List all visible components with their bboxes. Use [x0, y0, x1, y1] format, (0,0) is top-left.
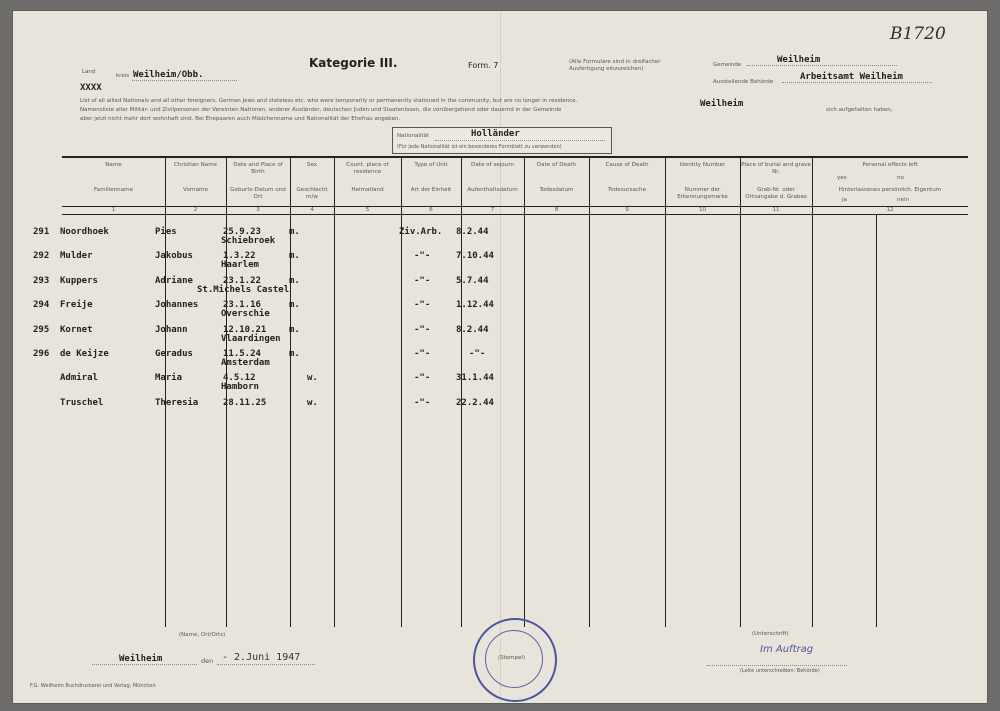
sejourn-date: 8.2.44 [456, 324, 489, 335]
column-header-de-3: Geburts-Datum und Ort [230, 187, 286, 200]
row-number: 295 [33, 324, 50, 335]
sejourn-date: 7.10.44 [456, 251, 494, 262]
document-page [12, 10, 988, 704]
birth-place: Hamborn [221, 382, 259, 393]
signature: Im Auftrag [760, 644, 814, 655]
family-name: Freije [60, 300, 93, 311]
first-name: Pies [155, 227, 177, 237]
sejourn-date: 31.1.44 [456, 373, 494, 384]
column-12-ja: ja [842, 197, 847, 203]
birth-place: Schiebroek [221, 236, 276, 246]
column-header-de-11: Grab-Nr. oder Ortsangabe d. Grabes [745, 187, 807, 200]
column-divider [589, 157, 590, 627]
column-number-4: 4 [310, 207, 314, 213]
column-number-1: 1 [111, 207, 116, 213]
family-name: Truschel [60, 397, 104, 408]
nationality-note: (Für jede Nationalität ist ein besonderes Formblatt zu verwenden) [397, 144, 562, 150]
intro-german-3: aber jetzt nicht mehr dort wohnhaft sind. Bei Ehepaaren auch Mädchenname und Nationalität der Ehefrau angeben. [80, 116, 401, 122]
sex: m. [289, 324, 300, 335]
first-name: Adriane [155, 275, 193, 286]
unit-type: -"- [414, 300, 431, 311]
column-header-de-2: Vorname [183, 187, 208, 193]
row-number: 291 [33, 227, 50, 237]
intro-german-2: sich aufgehalten haben, [826, 107, 893, 113]
column-header-de-4: Geschlecht m/w [296, 187, 328, 200]
birth-date: 28.11.25 [223, 397, 267, 408]
column-divider [665, 157, 666, 627]
sex: m. [289, 349, 300, 359]
first-name: Johann [155, 324, 188, 335]
first-name: Maria [155, 373, 183, 384]
sex: m. [289, 300, 300, 311]
column-number-2: 2 [193, 207, 198, 213]
column-header-en-7: Date of sejourn [471, 162, 514, 168]
intro-town: Weilheim [700, 99, 744, 109]
row-number: 294 [33, 300, 50, 311]
birth-place: Haarlem [221, 260, 259, 271]
column-header-de-1: Familienname [93, 187, 134, 193]
stempel-label: (Stempel) [498, 655, 526, 661]
birth-date: 23.1.16 [223, 300, 261, 311]
first-name: Theresia [155, 397, 199, 408]
column-number-3: 3 [256, 207, 260, 213]
column-header-en-8: Date of Death [536, 162, 577, 168]
column-divider [740, 157, 741, 627]
family-name: Kornet [60, 324, 93, 335]
table-top-rule [62, 156, 968, 158]
column-12-no: no [897, 175, 904, 181]
birth-date: 11.5.24 [223, 349, 261, 359]
gemeinde-value: Weilheim [777, 55, 821, 65]
table-body-rule [62, 214, 968, 215]
intro-english: List of all allied Nationals and all other foreigners, German Jews and stateless etc. who were temporarily or permanently stationed in the community, but are no longer in residence. [80, 98, 578, 104]
birth-place: Overschie [221, 309, 270, 320]
column-divider [812, 157, 813, 627]
signature-line [707, 665, 847, 666]
sex: m. [289, 227, 300, 237]
unit-type: -"- [414, 275, 431, 286]
sejourn-date: -"- [469, 349, 486, 359]
column-header-de-12: Hinterlassenes persönlich. Eigentum [838, 187, 942, 193]
row-number: 293 [33, 275, 50, 286]
sign-note: (Leite unterschreiben: Behörde) [740, 668, 820, 674]
nationality-box [392, 127, 612, 154]
family-name: de Keijze [60, 349, 109, 359]
form-note-2: Ausfertigung einzureichen) [569, 66, 644, 72]
birth-date: 4.5.12 [223, 373, 256, 384]
ort-label: (Name, Ort/Orts) [179, 632, 226, 638]
birth-place: Amsterdam [221, 358, 270, 368]
column-header-en-3: Date and Place of Birth [233, 162, 283, 175]
date-line [217, 664, 315, 665]
kreis-value: Weilheim/Obb. [133, 70, 204, 80]
family-name: Admiral [60, 373, 98, 384]
family-name: Noordhoek [60, 227, 109, 237]
family-name: Mulder [60, 251, 93, 262]
nationality-value: Holländer [471, 129, 520, 139]
column-header-en-5: Count. place of residence [346, 162, 389, 175]
doc-number: B1720 [890, 24, 946, 44]
gemeinde-label: Gemeinde [713, 62, 742, 68]
den-label: den [201, 657, 214, 665]
sex: m. [289, 251, 300, 262]
column-number-10: 10 [698, 207, 707, 213]
column-header-en-1: Name [105, 162, 122, 168]
column-header-en-11: Place of burial and grave Nr. [741, 162, 811, 175]
sex: w. [307, 397, 318, 408]
column-header-de-5: Heimatland [351, 187, 384, 193]
kreis-label: kreis [116, 73, 130, 79]
first-name: Jakobus [155, 251, 193, 262]
birth-date: 25.9.23 [223, 227, 261, 237]
column-12-nein: nein [897, 197, 910, 203]
column-header-en-2: Christian Name [173, 162, 218, 168]
page-title: Kategorie III. [309, 56, 398, 70]
place-line [92, 664, 197, 665]
row-number: 292 [33, 251, 50, 262]
column-divider [334, 157, 335, 627]
unit-type: -"- [414, 251, 431, 262]
column-number-9: 9 [625, 207, 629, 213]
column-divider [524, 157, 525, 627]
unit-type: -"- [414, 324, 431, 335]
column-header-en-9: Cause of Death [605, 162, 649, 168]
behoerde-label: Ausstellende Behörde [713, 79, 774, 85]
column-number-12: 12 [886, 207, 894, 213]
birth-date: 1.3.22 [223, 251, 256, 262]
sejourn-date: 22.2.44 [456, 397, 494, 408]
birth-date: 12.10.21 [223, 324, 267, 335]
birth-date: 23.1.22 [223, 275, 261, 286]
gemeinde-line [747, 65, 897, 66]
nationality-label: Nationalität [397, 133, 430, 139]
family-name: Kuppers [60, 275, 98, 286]
column-header-en-12: Personal effects left [862, 162, 918, 168]
sex: w. [307, 373, 318, 384]
unit-type: -"- [414, 397, 431, 408]
sejourn-date: 5.7.44 [456, 275, 489, 286]
column-header-de-10: Nummer der Erkennungsmarke [677, 187, 728, 200]
birth-place: Vlaardingen [221, 333, 281, 344]
column-number-7: 7 [490, 207, 495, 213]
footer-date: - 2.Juni 1947 [222, 652, 301, 663]
unit-type: Ziv.Arb. [399, 227, 443, 237]
form-note-1: (Alle Formulare sind in dreifacher [569, 59, 661, 65]
unit-type: -"- [414, 373, 431, 384]
column-header-en-10: Identity Number [679, 162, 726, 168]
printer-note: F.G. Weilheim Buchdruckerei und Verlag, München [30, 683, 156, 689]
row-number: 296 [33, 349, 50, 359]
column-header-de-8: Todesdatum [539, 187, 574, 193]
first-name: Geradus [155, 349, 193, 359]
column-number-11: 11 [772, 207, 780, 213]
fold-line [500, 10, 501, 704]
column-header-de-9: Todesursache [607, 187, 647, 193]
column-12-subdivider [876, 214, 877, 627]
column-header-de-7: Aufenthaltsdatum [467, 187, 518, 193]
footer-place: Weilheim [119, 654, 163, 664]
unit-type: -"- [414, 349, 431, 359]
birth-place: St.Michels Castel [197, 284, 290, 295]
behoerde-value: Arbeitsamt Weilheim [800, 72, 903, 82]
column-number-8: 8 [554, 207, 559, 213]
column-header-en-4: Sex [306, 162, 318, 168]
kreis-line [132, 80, 237, 81]
intro-german-1: Namensliste aller Militär- und Zivilpersonen der Vereinten Nationen, anderer Ausländer, deutschen Juden und Staatenlosen, die vorübergehend oder dauernd in der Gemeinde [80, 107, 562, 113]
unterschrift-label: (Unterschrift) [752, 631, 789, 637]
column-12-yes: yes [837, 175, 847, 181]
behoerde-line [782, 82, 932, 83]
land-label: Land [82, 69, 96, 75]
column-header-de-6: Art der Einheit [410, 187, 452, 193]
sejourn-date: 8.2.44 [456, 227, 489, 237]
sex: m. [289, 275, 300, 286]
sejourn-date: 1.12.44 [456, 300, 494, 311]
column-number-6: 6 [429, 207, 433, 213]
column-number-5: 5 [365, 207, 370, 213]
nationality-line [435, 140, 605, 141]
column-header-en-6: Type of Unit [414, 162, 448, 168]
struck-text: XXXX [80, 83, 102, 93]
form-number: Form. 7 [468, 61, 499, 70]
first-name: Johannes [155, 300, 199, 311]
